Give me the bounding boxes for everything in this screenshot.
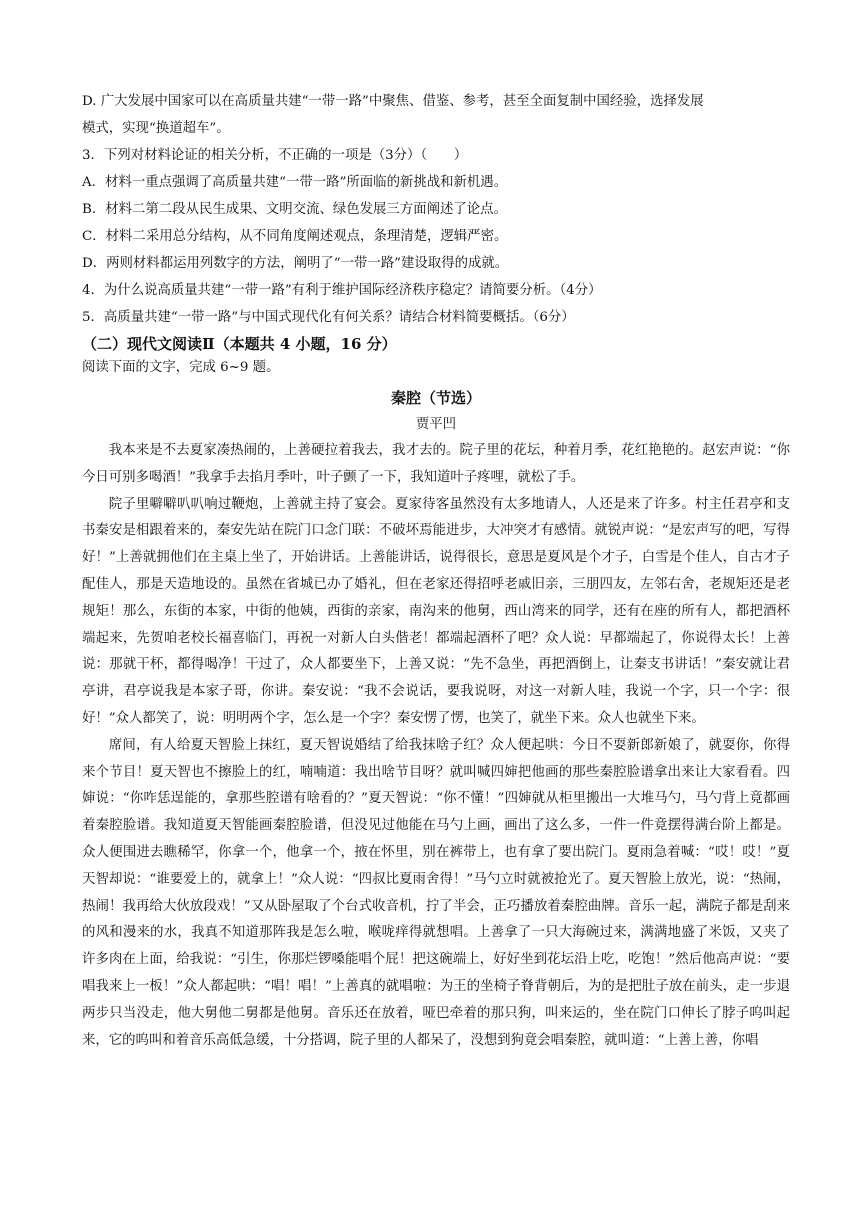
section-heading: （二）现代文阅读Ⅱ（本题共 4 小题，16 分） (82, 335, 397, 353)
question-3-option-d: D．两则材料都运用列数字的方法，阐明了“一带一路”建设取得的成就。 (82, 256, 509, 271)
question-3-stem: 3．下列对材料论证的相关分析，不正确的一项是（3分）（ ） (82, 148, 468, 163)
question-3-option-b: B．材料二第二段从民生成果、文明交流、绿色发展三方面阐述了论点。 (82, 202, 507, 217)
article-author: 贾平凹 (415, 417, 457, 432)
article-title: 秦腔（节选） (390, 389, 481, 407)
section-instruction: 阅读下面的文字，完成 6~9 题。 (82, 360, 280, 375)
article-paragraph-2: 院子里噼噼叭叭响过鞭炮，上善就主持了宴会。夏家待客虽然没有太多地请人，人还是来了许多。村主任君亭和支书秦安是相跟着来的，秦安先站在院门口念门联：不破坏焉能进步，大冲突才有感情。就锐声说：“是宏声写的吧，写得好！”上善就拥他们在主桌上坐了，开始讲话。上善能讲话，说得很长，意思是夏风是个才子，白雪是个佳人，自古才子配佳人，那是天造地设的。虽然在省城已办了婚礼，但在老家还得招呼老戚旧亲，三朋四友，左邻右舍，老规矩还是老规矩！那么，东街的本家，中街的他姨，西街的亲家，南沟来的他舅，西山湾来的同学，还有在座的所有人，都把酒杯端起来，先贺咱老校长福喜临门，再祝一对新人白头偕老！都端起酒杯了吧？众人说：早都端起了，你说得太长！上善说：那就干杯，都得喝净！干过了，众人都要坐下，上善又说：“先不急坐，再把酒倒上，让秦支书讲话！”秦安就让君亭讲，君亭说我是本家子哥，你讲。秦安说：“我不会说话，要我说呀，对这一对新人哇，我说一个字，只一个字：很好！”众人都笑了，说：明明两个字，怎么是一个字？秦安愣了愣，也笑了，就坐下来。众人也就坐下来。 (82, 496, 790, 726)
question-5: 5．高质量共建“一带一路”与中国式现代化有何关系？请结合材料简要概括。（6分） (82, 310, 575, 325)
article-paragraph-1: 我本来是不去夏家凑热闹的，上善硬拉着我去，我才去的。院子里的花坛，种着月季，花红艳艳的。赵宏声说：“你今日可别多喝酒！”我拿手去掐月季叶，叶子颤了一下，我知道叶子疼哩，就松了手。 (82, 443, 790, 485)
option-d-line-2: 模式，实现“换道超车”。 (82, 121, 230, 136)
article-paragraph-3: 席间，有人给夏天智脸上抹红，夏天智说婚结了给我抹啥子红？众人便起哄：今日不耍新郎新娘了，就耍你，你得来个节目！夏天智也不擦脸上的红，喃喃道：我出啥节目呀？就叫喊四婶把他画的那些秦腔脸谱拿出来让大家看看。四婶说：“你咋恁逞能的，拿那些腔谱有啥看的？”夏天智说：“你不懂！”四婶就从柜里搬出一大堆马勺，马勺背上竟都画着秦腔脸谱。我知道夏天智能画秦腔脸谱，但没见过他能在马勺上画，画出了这么多，一件一件竟摆得满台阶上都是。众人便围进去瞧稀罕，你拿一个，他拿一个，掖在怀里，别在裤带上，也有拿了要出院门。夏雨急着喊：“哎！哎！”夏天智却说：“谁要爱上的，就拿上！”众人说：“四叔比夏雨舍得！”马勺立时就被抢光了。夏天智脸上放光，说：“热闹，热闹！我再给大伙放段戏！”又从卧屋取了个台式收音机，拧了半会，正巧播放着秦腔曲牌。音乐一起，满院子都是刮来的风和漫来的水，我真不知道那阵我是怎么啦，喉咙痒得就想唱。上善拿了一只大海碗过来，满满地盛了米饭，又夹了许多肉在上面，给我说：“引生，你那烂锣嗓能唱个屁！把这碗端上，好好坐到花坛沿上吃，吃饱！”然后他高声说：“要唱我来上一板！”众人都起哄：“唱！唱！”上善真的就唱啦：为王的坐椅子脊背朝后，为的是把肚子放在前头，走一步退两步只当没走，他大舅他二舅都是他舅。音乐还在放着，哑巴牵着的那只狗，叫来运的，坐在院门口伸长了脖子呜叫起来，它的呜叫和着音乐高低急缓，十分搭调，院子里的人都呆了，没想到狗竟会唱秦腔，就叫道：“上善上善，你唱 (82, 737, 790, 1048)
question-4: 4．为什么说高质量共建“一带一路”有利于维护国际经济秩序稳定？请简要分析。（4分） (82, 283, 602, 298)
option-d-line-1: D. 广大发展中国家可以在高质量共建“一带一路”中聚焦、借鉴、参考，甚至全面复制中国经验，选择发展 (82, 94, 704, 109)
question-3-option-c: C．材料二采用总分结构，从不同角度阐述观点，条理清楚，逻辑严密。 (82, 229, 508, 244)
question-3-option-a: A．材料一重点强调了高质量共建“一带一路”所面临的新挑战和新机遇。 (82, 175, 508, 190)
